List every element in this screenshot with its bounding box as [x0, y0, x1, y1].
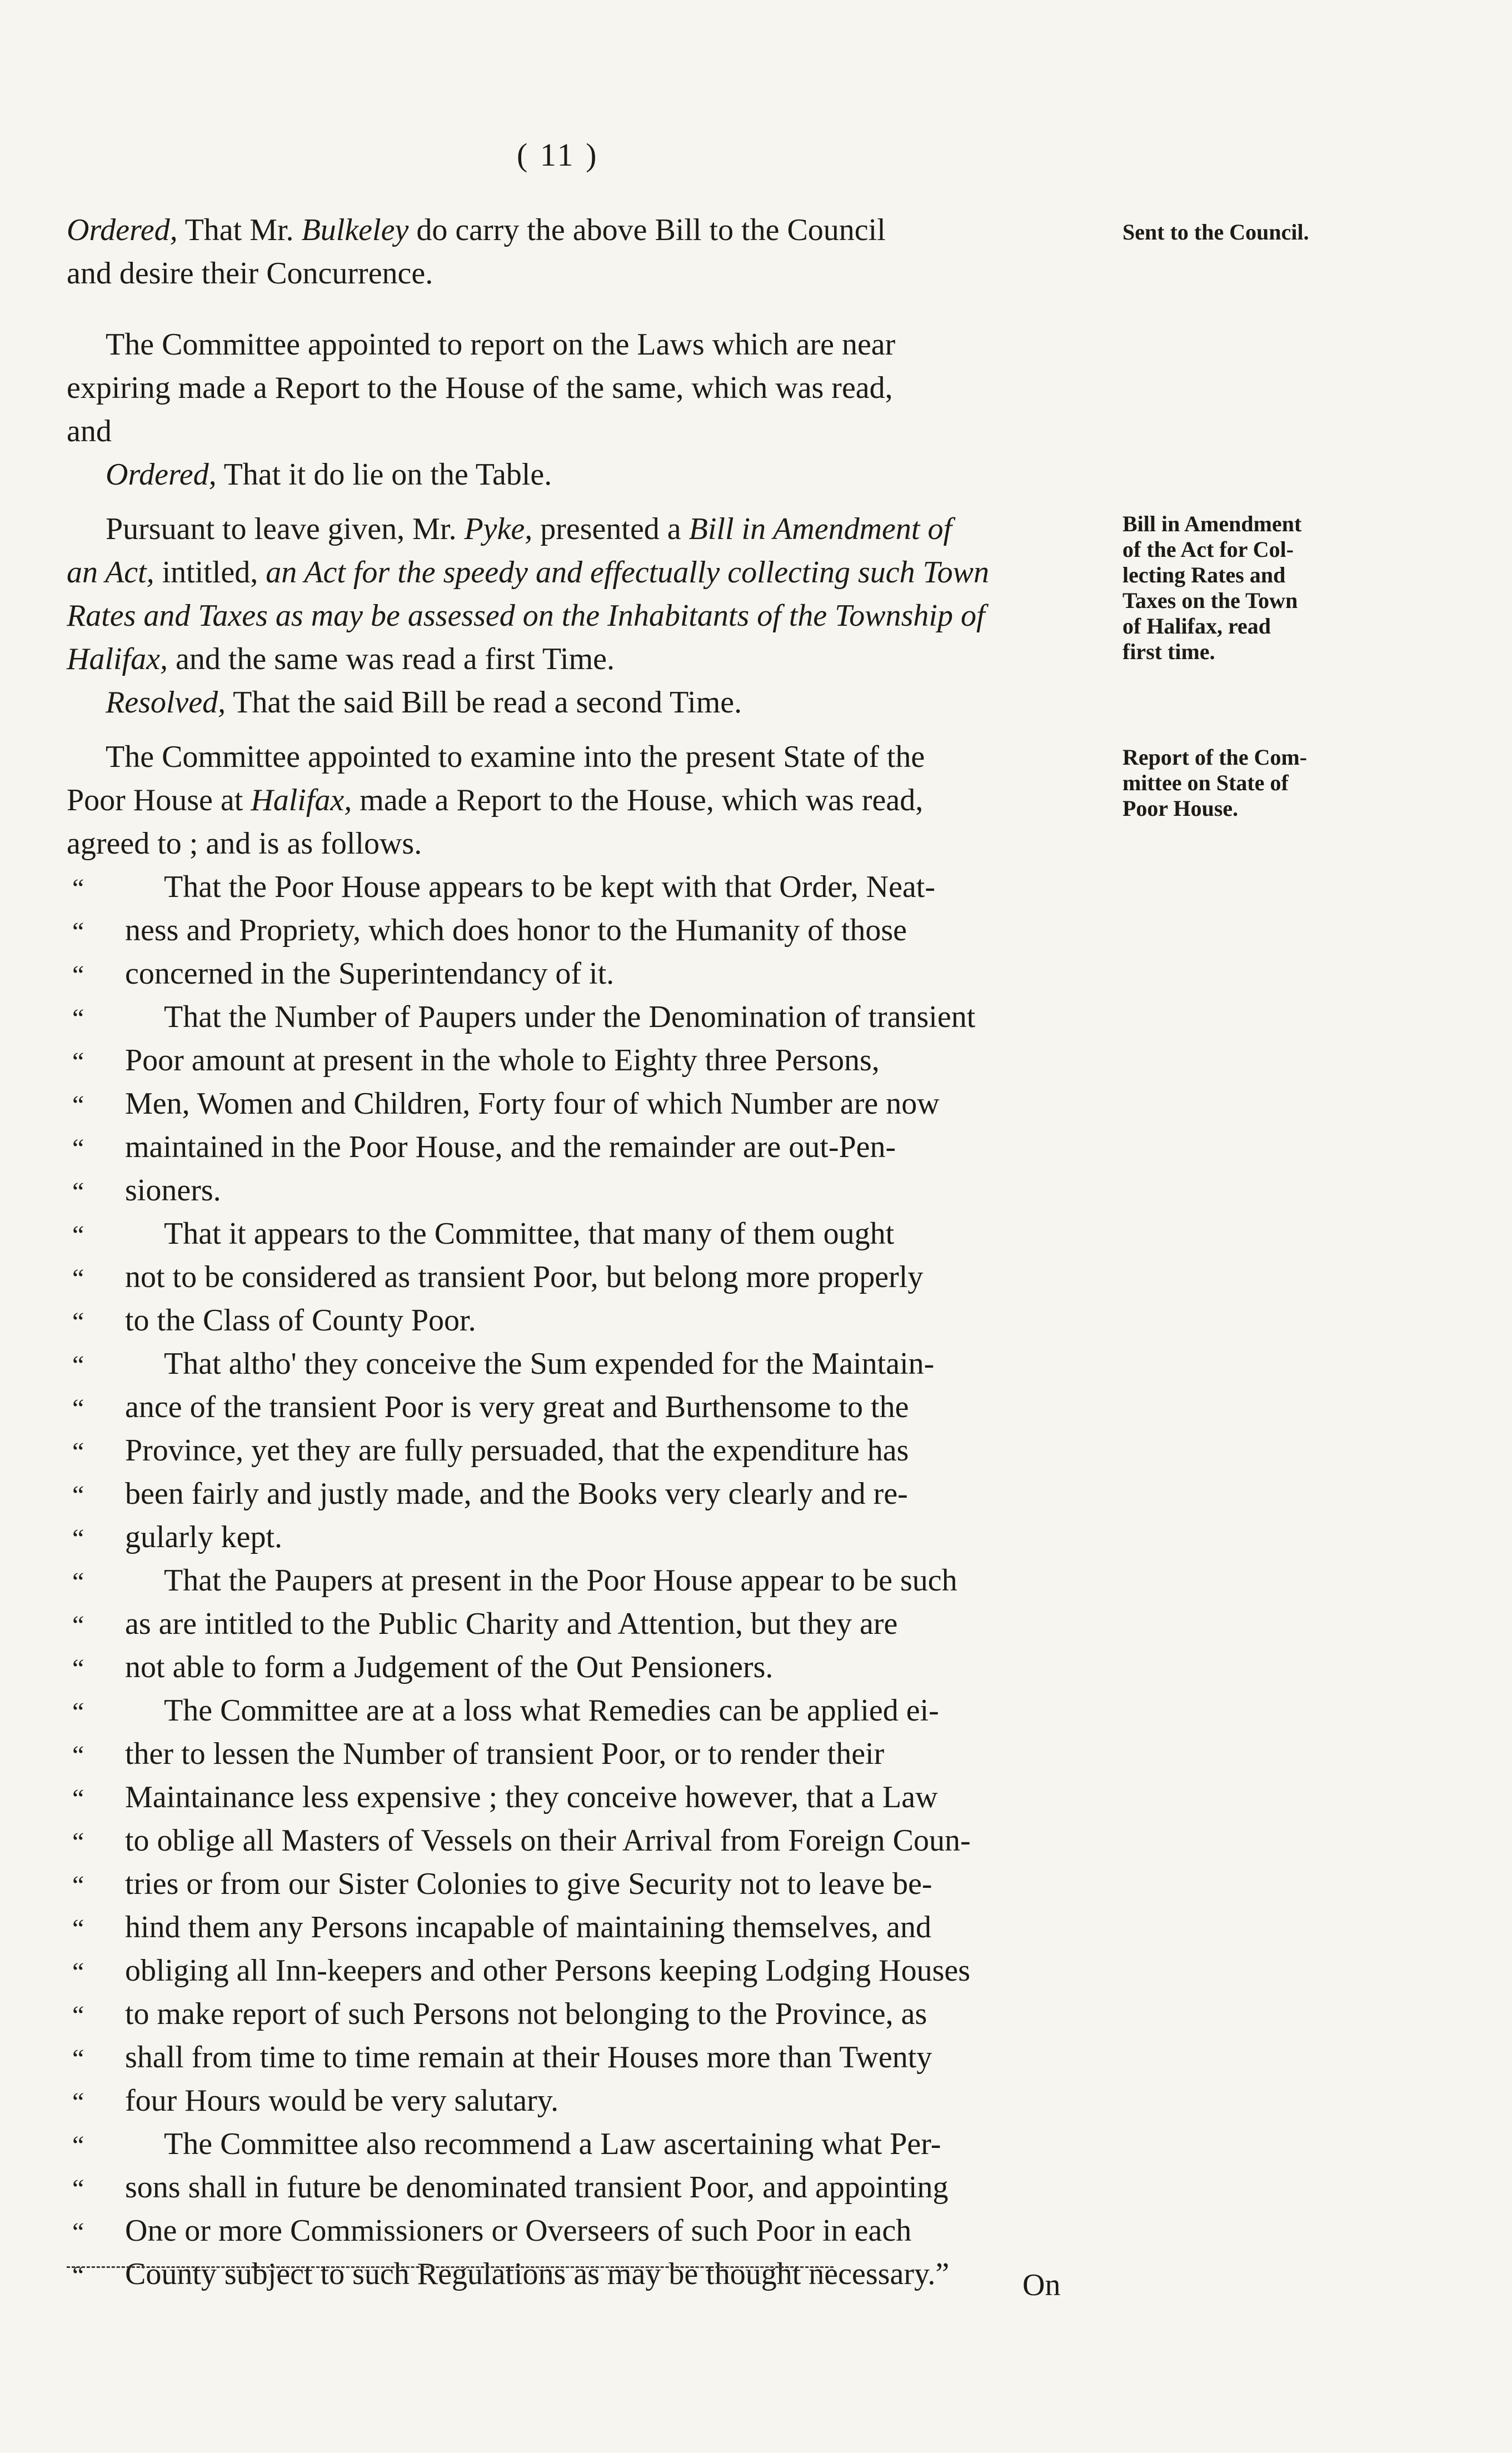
quote-line	[67, 1949, 1111, 1992]
quote-mark: “	[72, 1957, 84, 1987]
quote-mark: “	[72, 1654, 84, 1683]
margin-note-line: Poor House.	[1122, 796, 1239, 821]
quote-line	[67, 865, 1111, 909]
text-run: intitled,	[154, 555, 266, 590]
act-word: an Act,	[67, 555, 154, 590]
quote-line	[67, 2252, 1111, 2296]
paragraph-line	[67, 637, 1111, 681]
quote-text: That altho' they conceive the Sum expended for the Maintain-	[164, 1347, 935, 1381]
quote-mark: “	[72, 2087, 84, 2117]
quote-mark: “	[72, 874, 84, 903]
quote-line	[67, 1602, 1111, 1646]
report-quote	[67, 865, 1111, 2296]
quote-mark: “	[72, 1090, 84, 1120]
quote-line	[67, 1515, 1111, 1559]
paragraph-line: agreed to ; and is as follows.	[67, 826, 422, 861]
quote-mark: “	[72, 1827, 84, 1857]
quote-text: been fairly and justly made, and the Books very clearly and re-	[125, 1477, 908, 1511]
margin-note-line: Bill in Amendment	[1122, 511, 1302, 536]
quote-text: to the Class of County Poor.	[125, 1303, 476, 1338]
quote-text: The Committee are at a loss what Remedies can be applied ei-	[164, 1693, 939, 1728]
quote-mark: “	[72, 1784, 84, 1813]
quote-line	[67, 1819, 1111, 1862]
quote-line	[67, 1559, 1111, 1602]
text-run: Poor House at	[67, 783, 251, 817]
quote-mark: “	[72, 1741, 84, 1770]
paragraph-line	[67, 594, 1111, 637]
quote-text: sioners.	[125, 1173, 221, 1208]
quote-line	[67, 1039, 1111, 1082]
quote-text: as are intitled to the Public Charity and Attention, but they are	[125, 1607, 898, 1641]
quote-line	[67, 2122, 1111, 2166]
catchword: On	[1022, 2268, 1061, 2302]
quote-line	[67, 1992, 1111, 2036]
quote-mark: “	[72, 2131, 84, 2160]
quote-text: Maintainance less expensive ; they conceive however, that a Law	[125, 1780, 938, 1814]
footer-rule	[67, 2266, 834, 2268]
quote-line	[67, 1776, 1111, 1819]
quote-line	[67, 952, 1111, 995]
bill-title: Bill in Amendment of	[688, 512, 952, 546]
ordered-word: Ordered,	[67, 213, 178, 247]
quote-line	[67, 1862, 1111, 1906]
margin-note-line: of the Act for Col-	[1122, 537, 1294, 562]
quote-line	[67, 1906, 1111, 1949]
quote-text: ness and Propriety, which does honor to the Humanity of those	[125, 913, 907, 948]
quote-text: ther to lessen the Number of transient Poor, or to render their	[125, 1737, 885, 1771]
quote-text: to oblige all Masters of Vessels on their Arrival from Foreign Coun-	[125, 1823, 971, 1858]
act-title: an Act for the speedy and effectually collecting such Town	[266, 555, 990, 590]
quote-text: County subject to such Regulations as may be thought necessary.”	[125, 2257, 950, 2291]
paragraph-line: and desire their Concurrence.	[67, 256, 433, 291]
quote-text: obliging all Inn-keepers and other Persons keeping Lodging Houses	[125, 1953, 971, 1988]
quote-text: maintained in the Poor House, and the remainder are out-Pen-	[125, 1130, 896, 1164]
paragraph-line: The Committee appointed to examine into the present State of the	[106, 740, 925, 774]
text-run: That it do lie on the Table.	[216, 457, 552, 492]
paragraph-line	[67, 453, 1111, 496]
quote-mark: “	[72, 2217, 84, 2247]
quote-line	[67, 1299, 1111, 1342]
quote-line	[67, 2166, 1111, 2209]
quote-text: One or more Commissioners or Overseers of such Poor in each	[125, 2213, 912, 2248]
margin-note-poor-house-report	[1122, 745, 1378, 821]
margin-note-line: first time.	[1122, 639, 1215, 664]
quote-mark: “	[72, 1480, 84, 1510]
quote-text: shall from time to time remain at their Houses more than Twenty	[125, 2040, 932, 2075]
quote-line	[67, 1646, 1111, 1689]
quote-mark: “	[72, 1047, 84, 1076]
quote-line	[67, 1342, 1111, 1385]
text-run: Pursuant to leave given, Mr.	[106, 512, 465, 546]
quote-text: Province, yet they are fully persuaded, that the expenditure has	[125, 1433, 909, 1468]
body-text	[67, 208, 1111, 2296]
quote-text: to make report of such Persons not belonging to the Province, as	[125, 1997, 927, 2031]
quote-mark: “	[72, 1394, 84, 1423]
margin-note-line: of Halifax, read	[1122, 614, 1271, 639]
quote-line	[67, 995, 1111, 1039]
quote-mark: “	[72, 1220, 84, 1250]
margin-note-line: Sent to the Council.	[1122, 220, 1309, 245]
name-pyke: Pyke,	[464, 512, 533, 546]
text-run: and the same was read a first Time.	[167, 642, 615, 676]
quote-text: That the Number of Paupers under the Denomination of transient	[164, 1000, 976, 1034]
quote-line	[67, 1212, 1111, 1255]
quote-mark: “	[72, 2001, 84, 2030]
text-run: do carry the above Bill to the Council	[408, 213, 886, 247]
text-run: That Mr.	[177, 213, 302, 247]
margin-note-sent-to-council	[1122, 220, 1378, 245]
quote-line	[67, 2209, 1111, 2252]
quote-line	[67, 2079, 1111, 2122]
quote-mark: “	[72, 960, 84, 990]
quote-text: four Hours would be very salutary.	[125, 2083, 559, 2118]
paragraph-line: The Committee appointed to report on the Laws which are near	[106, 327, 896, 362]
quote-text: sons shall in future be denominated transient Poor, and appointing	[125, 2170, 949, 2205]
text-run: made a Report to the House, which was read,	[352, 783, 924, 817]
paragraph-line	[67, 681, 1111, 724]
quote-line	[67, 2036, 1111, 2079]
name-bulkeley: Bulkeley	[301, 213, 409, 247]
paragraph-line	[67, 779, 1111, 822]
place-halifax: Halifax,	[251, 783, 352, 817]
quote-mark: “	[72, 1567, 84, 1597]
margin-note-line: Report of the Com-	[1122, 745, 1308, 770]
quote-text: ance of the transient Poor is very great and Burthensome to the	[125, 1390, 909, 1424]
text-run: That the said Bill be read a second Time.	[226, 685, 742, 720]
quote-mark: “	[72, 1264, 84, 1293]
quote-text: hind them any Persons incapable of maintaining themselves, and	[125, 1910, 931, 1945]
margin-note-line: lecting Rates and	[1122, 562, 1286, 587]
quote-line	[67, 1472, 1111, 1515]
text-run: presented a	[532, 512, 689, 546]
quote-text: That it appears to the Committee, that many of them ought	[164, 1216, 895, 1251]
paragraph-line	[67, 551, 1111, 594]
quote-mark: “	[72, 2174, 84, 2203]
quote-mark: “	[72, 1437, 84, 1467]
quote-line	[67, 1169, 1111, 1212]
quote-text: tries or from our Sister Colonies to give Security not to leave be-	[125, 1867, 932, 1901]
quote-mark: “	[72, 1697, 84, 1727]
act-title: Rates and Taxes as may be assessed on the Inhabitants of the Township of	[67, 599, 985, 633]
quote-text: not to be considered as transient Poor, but belong more properly	[125, 1260, 924, 1294]
quote-mark: “	[72, 1177, 84, 1206]
quote-text: not able to form a Judgement of the Out Pensioners.	[125, 1650, 774, 1684]
quote-mark: “	[72, 1134, 84, 1163]
paragraph-line: expiring made a Report to the House of the same, which was read,	[67, 371, 893, 405]
paragraph-line: and	[67, 414, 112, 448]
margin-note-line: Taxes on the Town	[1122, 588, 1298, 613]
quote-mark: “	[72, 917, 84, 946]
quote-text: The Committee also recommend a Law ascertaining what Per-	[164, 2127, 941, 2161]
quote-text: That the Paupers at present in the Poor House appear to be such	[164, 1563, 957, 1598]
quote-text: Men, Women and Children, Forty four of which Number are now	[125, 1086, 940, 1121]
paragraph-line	[67, 208, 1111, 252]
quote-mark: “	[72, 1004, 84, 1033]
quote-line	[67, 1255, 1111, 1299]
quote-mark: “	[72, 1871, 84, 1900]
quote-mark: “	[72, 2044, 84, 2073]
quote-line	[67, 1385, 1111, 1429]
quote-mark: “	[72, 2261, 84, 2290]
paragraph-line	[67, 507, 1111, 551]
quote-mark: “	[72, 1307, 84, 1337]
margin-note-line: mittee on State of	[1122, 770, 1289, 795]
resolved-word: Resolved,	[106, 685, 226, 720]
quote-line	[67, 909, 1111, 952]
quote-mark: “	[72, 1611, 84, 1640]
place-halifax: Halifax,	[67, 642, 168, 676]
quote-mark: “	[72, 1914, 84, 1943]
page-number: ( 11 )	[517, 137, 599, 173]
quote-line	[67, 1689, 1111, 1732]
quote-line	[67, 1082, 1111, 1125]
margin-note-bill-amendment	[1122, 511, 1378, 665]
quote-text: That the Poor House appears to be kept with that Order, Neat-	[164, 870, 935, 904]
quote-text: concerned in the Superintendancy of it.	[125, 956, 615, 991]
quote-line	[67, 1429, 1111, 1472]
quote-mark: “	[72, 1350, 84, 1380]
quote-line	[67, 1732, 1111, 1776]
quote-text: Poor amount at present in the whole to Eighty three Persons,	[125, 1043, 880, 1078]
quote-mark: “	[72, 1524, 84, 1553]
ordered-word: Ordered,	[106, 457, 217, 492]
quote-text: gularly kept.	[125, 1520, 283, 1554]
quote-line	[67, 1125, 1111, 1169]
